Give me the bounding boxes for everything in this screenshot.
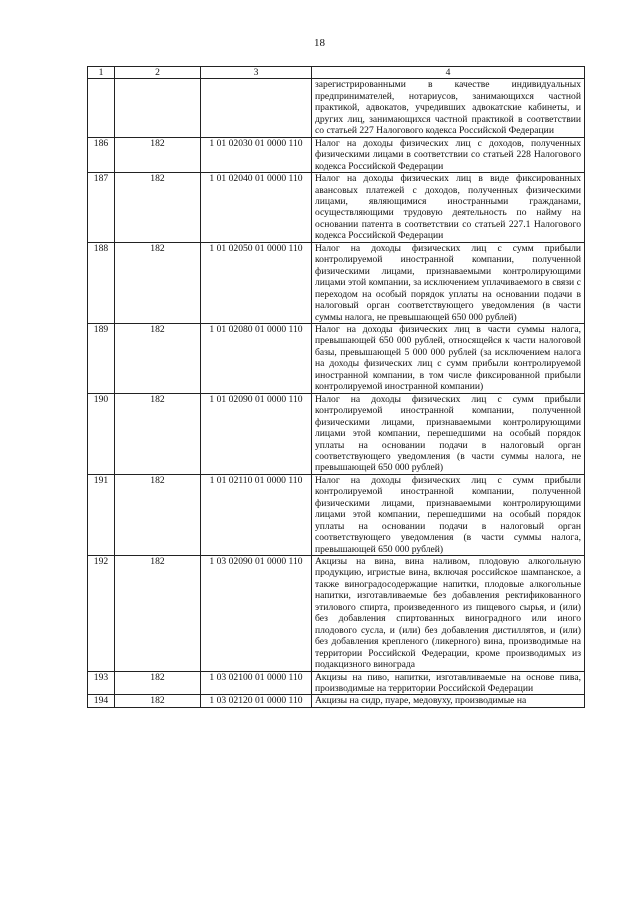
admin-code — [115, 79, 201, 137]
row-number: 187 — [88, 173, 115, 243]
admin-code: 182 — [115, 556, 201, 672]
row-number — [88, 79, 115, 137]
admin-code: 182 — [115, 137, 201, 172]
revenue-description: Акцизы на вина, вина наливом, плодовую алкогольную продукцию, игристые вина, включая российское шампанское, а также виноградосодержащие напитки, плодовые алкогольные напитки, изготавливаемые без добавления ректификованного этилового спирта, произведенного из пищевого сырья, и (или) без добавления спиртованных виноградного или иного плодового сусла, и (или) без добавления дистиллятов, и (или) без добавления крепленого (ликерного) вина, производимые на территории Российской Федерации, кроме производимых из подакцизного винограда — [312, 556, 585, 672]
budget-classification-code: 1 01 02080 01 0000 110 — [201, 323, 312, 393]
admin-code: 182 — [115, 671, 201, 695]
row-number: 192 — [88, 556, 115, 672]
table-header-row — [88, 67, 585, 79]
row-number: 194 — [88, 695, 115, 707]
admin-code: 182 — [115, 173, 201, 243]
revenue-description: Налог на доходы физических лиц в виде фиксированных авансовых платежей с доходов, полученных физическими лицами, являющимися иностранными гражданами, осуществляющими трудовую деятельность по найму на основании патента в соответствии со статьей 227.1 Налогового кодекса Российской Федерации — [312, 173, 585, 243]
table-row — [88, 79, 585, 137]
table-row — [88, 556, 585, 672]
row-number: 186 — [88, 137, 115, 172]
revenue-description: Налог на доходы физических лиц в части суммы налога, превышающей 650 000 рублей, относящейся к части налоговой базы, превышающей 5 000 000 рублей (за исключением налога на доходы физических лиц с сумм прибыли контролируемой иностранной компании, в том числе фиксированной прибыли контролируемой иностранной компании) — [312, 323, 585, 393]
admin-code: 182 — [115, 393, 201, 474]
revenue-description: зарегистрированными в качестве индивидуальных предпринимателей, нотариусов, занимающихся частной практикой, адвокатов, учредивших адвокатские кабинеты, и других лиц, занимающихся частной практикой в соответствии со статьей 227 Налогового кодекса Российской Федерации — [312, 79, 585, 137]
budget-classification-code — [201, 79, 312, 137]
header-col-3: 3 — [201, 67, 312, 79]
table-row — [88, 393, 585, 474]
admin-code: 182 — [115, 695, 201, 707]
header-col-1: 1 — [88, 67, 115, 79]
budget-classification-code: 1 01 02050 01 0000 110 — [201, 242, 312, 323]
budget-classification-code: 1 01 02040 01 0000 110 — [201, 173, 312, 243]
table-row — [88, 695, 585, 707]
budget-classification-code: 1 01 02110 01 0000 110 — [201, 474, 312, 555]
row-number: 188 — [88, 242, 115, 323]
page-number: 18 — [314, 37, 325, 49]
budget-classification-code: 1 01 02090 01 0000 110 — [201, 393, 312, 474]
row-number: 189 — [88, 323, 115, 393]
header-col-4: 4 — [312, 67, 585, 79]
revenue-description: Акцизы на пиво, напитки, изготавливаемые на основе пива, производимые на территории Российской Федерации — [312, 671, 585, 695]
admin-code: 182 — [115, 474, 201, 555]
row-number: 190 — [88, 393, 115, 474]
table-row — [88, 323, 585, 393]
revenue-description: Акцизы на сидр, пуаре, медовуху, производимые на — [312, 695, 585, 707]
table-row — [88, 137, 585, 172]
table-row — [88, 242, 585, 323]
revenue-description: Налог на доходы физических лиц с доходов, полученных физическими лицами в соответствии со статьей 228 Налогового кодекса Российской Федерации — [312, 137, 585, 172]
header-col-2: 2 — [115, 67, 201, 79]
budget-classification-code: 1 03 02090 01 0000 110 — [201, 556, 312, 672]
revenue-description: Налог на доходы физических лиц с сумм прибыли контролируемой иностранной компании, полученной физическими лицами, признаваемыми контролирующими лицами этой компании, за исключением уплачиваемого в связи с переходом на особый порядок уплаты на основании подачи в налоговый орган соответствующего уведомления (в части суммы налога, не превышающей 650 000 рублей) — [312, 242, 585, 323]
admin-code: 182 — [115, 242, 201, 323]
table-row — [88, 671, 585, 695]
row-number: 193 — [88, 671, 115, 695]
revenue-description: Налог на доходы физических лиц с сумм прибыли контролируемой иностранной компании, полученной физическими лицами, признаваемыми контролирующими лицами этой компании, перешедшими на особый порядок уплаты на основании подачи в налоговый орган соответствующего уведомления (в части суммы налога, не превышающей 650 000 рублей) — [312, 393, 585, 474]
revenue-codes-table — [87, 66, 585, 708]
revenue-description: Налог на доходы физических лиц с сумм прибыли контролируемой иностранной компании, полученной физическими лицами, признаваемыми контролирующими лицами этой компании, перешедшими на особый порядок уплаты на основании подачи в налоговый орган соответствующего уведомления (в части суммы налога, превышающей 650 000 рублей) — [312, 474, 585, 555]
table-row — [88, 474, 585, 555]
row-number: 191 — [88, 474, 115, 555]
budget-classification-code: 1 01 02030 01 0000 110 — [201, 137, 312, 172]
table-body — [88, 67, 585, 708]
admin-code: 182 — [115, 323, 201, 393]
budget-classification-code: 1 03 02120 01 0000 110 — [201, 695, 312, 707]
table-row — [88, 173, 585, 243]
budget-classification-code: 1 03 02100 01 0000 110 — [201, 671, 312, 695]
